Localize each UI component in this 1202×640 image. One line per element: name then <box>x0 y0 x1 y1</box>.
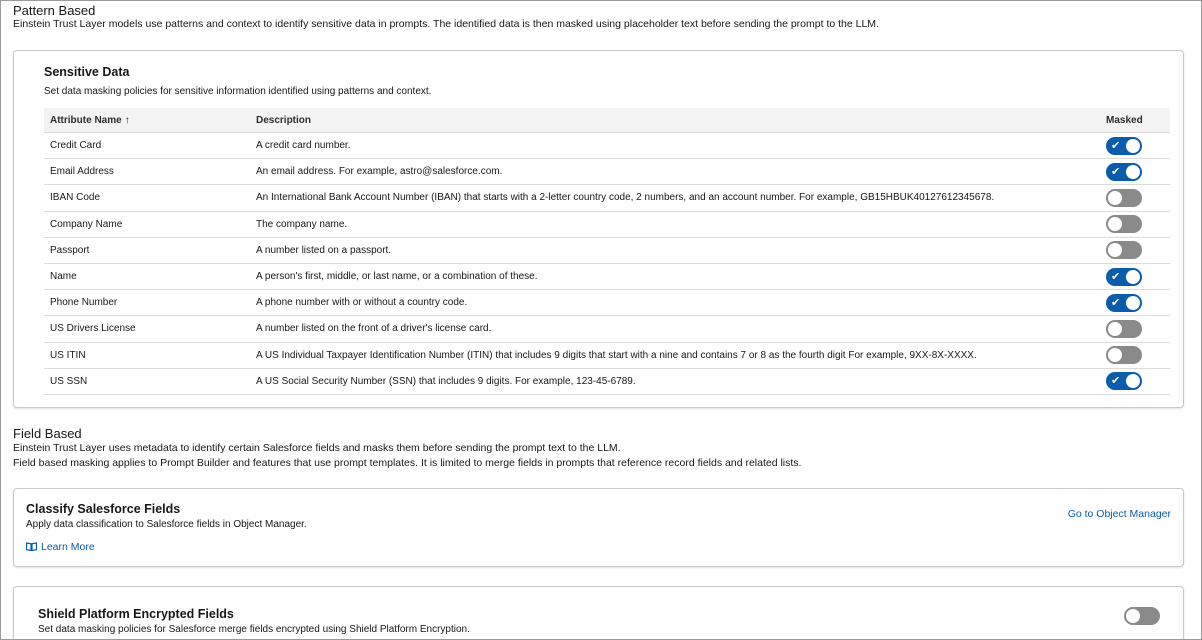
toggle-knob <box>1126 609 1140 623</box>
attribute-name-cell: Email Address <box>44 159 250 185</box>
sensitive-data-rows <box>44 133 1170 395</box>
attribute-name-cell: Name <box>44 263 250 289</box>
masked-cell <box>1100 211 1170 237</box>
masked-cell <box>1100 368 1170 394</box>
field-based-description-line1: Einstein Trust Layer uses metadata to identify certain Salesforce fields and masks them before sending the prompt text to the LLM. <box>13 442 621 454</box>
shield-fields-mask-toggle[interactable] <box>1124 607 1160 625</box>
sensitive-data-table <box>44 108 1170 395</box>
description-cell: A person's first, middle, or last name, or a combination of these. <box>250 263 1100 289</box>
masked-cell <box>1100 342 1170 368</box>
shield-fields-title: Shield Platform Encrypted Fields <box>38 607 234 621</box>
check-icon: ✔ <box>1111 269 1121 283</box>
pattern-based-title: Pattern Based <box>13 3 96 18</box>
table-row <box>44 185 1170 211</box>
go-to-object-manager-link[interactable]: Go to Object Manager <box>1067 508 1171 520</box>
classify-fields-card <box>13 488 1184 567</box>
masked-header: Masked <box>1100 108 1170 133</box>
attribute-name-header[interactable] <box>44 108 250 133</box>
table-row <box>44 316 1170 342</box>
mask-toggle[interactable] <box>1106 189 1142 207</box>
check-icon: ✔ <box>1111 164 1121 178</box>
book-icon <box>26 542 37 551</box>
description-cell: A US Social Security Number (SSN) that includes 9 digits. For example, 123-45-6789. <box>250 368 1100 394</box>
description-cell: An email address. For example, astro@salesforce.com. <box>250 159 1100 185</box>
toggle-knob <box>1108 348 1122 362</box>
check-icon: ✔ <box>1111 374 1121 388</box>
classify-fields-description: Apply data classification to Salesforce fields in Object Manager. <box>26 519 307 530</box>
table-row <box>44 342 1170 368</box>
attribute-name-cell: Passport <box>44 237 250 263</box>
attribute-name-header-label: Attribute Name <box>50 114 122 126</box>
shield-fields-description: Set data masking policies for Salesforce merge fields encrypted using Shield Platform Encryption. <box>38 624 470 635</box>
toggle-knob <box>1126 374 1140 388</box>
table-row <box>44 211 1170 237</box>
attribute-name-cell: US ITIN <box>44 342 250 368</box>
toggle-knob <box>1108 243 1122 257</box>
toggle-knob <box>1108 217 1122 231</box>
masked-cell <box>1100 159 1170 185</box>
table-row <box>44 263 1170 289</box>
table-row <box>44 159 1170 185</box>
mask-toggle[interactable] <box>1106 268 1142 286</box>
attribute-name-cell: Credit Card <box>44 133 250 159</box>
toggle-knob <box>1126 296 1140 310</box>
description-cell: A number listed on the front of a driver's license card. <box>250 316 1100 342</box>
attribute-name-cell: US SSN <box>44 368 250 394</box>
masked-cell <box>1100 263 1170 289</box>
toggle-knob <box>1108 191 1122 205</box>
masked-cell <box>1100 185 1170 211</box>
classify-fields-title: Classify Salesforce Fields <box>26 502 181 516</box>
mask-toggle[interactable] <box>1106 215 1142 233</box>
sensitive-data-description: Set data masking policies for sensitive information identified using patterns and context. <box>44 86 432 97</box>
description-cell: An International Bank Account Number (IBAN) that starts with a 2-letter country code, 2 numbers, and an account number. For example, GB15HBUK40127612345678. <box>250 185 1100 211</box>
sort-ascending-icon[interactable]: ↑ <box>124 114 130 126</box>
table-header-row <box>44 108 1170 133</box>
mask-toggle[interactable] <box>1106 137 1142 155</box>
pattern-based-description: Einstein Trust Layer models use patterns and context to identify sensitive data in prompts. The identified data is then masked using placeholder text before sending the prompt to the LLM. <box>13 18 879 30</box>
mask-toggle[interactable] <box>1106 320 1142 338</box>
mask-toggle[interactable] <box>1106 346 1142 364</box>
table-row <box>44 290 1170 316</box>
field-based-description-line2: Field based masking applies to Prompt Builder and features that use prompt templates. It is limited to merge fields in prompts that reference record fields and related lists. <box>13 457 802 469</box>
description-cell: A number listed on a passport. <box>250 237 1100 263</box>
field-based-title: Field Based <box>13 426 82 441</box>
masked-cell <box>1100 290 1170 316</box>
check-icon: ✔ <box>1111 138 1121 152</box>
toggle-knob <box>1108 322 1122 336</box>
masked-cell <box>1100 133 1170 159</box>
check-icon: ✔ <box>1111 295 1121 309</box>
mask-toggle[interactable] <box>1106 372 1142 390</box>
description-cell: The company name. <box>250 211 1100 237</box>
table-row <box>44 133 1170 159</box>
description-cell: A credit card number. <box>250 133 1100 159</box>
description-header: Description <box>250 108 1100 133</box>
masked-cell <box>1100 316 1170 342</box>
learn-more-link[interactable] <box>26 537 95 555</box>
mask-toggle[interactable] <box>1106 294 1142 312</box>
mask-toggle[interactable] <box>1106 163 1142 181</box>
toggle-knob <box>1126 165 1140 179</box>
sensitive-data-title: Sensitive Data <box>44 65 130 79</box>
attribute-name-cell: Company Name <box>44 211 250 237</box>
attribute-name-cell: IBAN Code <box>44 185 250 211</box>
attribute-name-cell: Phone Number <box>44 290 250 316</box>
mask-toggle[interactable] <box>1106 241 1142 259</box>
toggle-knob <box>1126 139 1140 153</box>
shield-fields-card <box>13 586 1184 640</box>
attribute-name-cell: US Drivers License <box>44 316 250 342</box>
description-cell: A phone number with or without a country code. <box>250 290 1100 316</box>
learn-more-label[interactable]: Learn More <box>41 541 95 553</box>
description-cell: A US Individual Taxpayer Identification Number (ITIN) that includes 9 digits that start with a nine and contains 7 or 8 as the fourth digit For example, 9XX-8X-XXXX. <box>250 342 1100 368</box>
table-row <box>44 368 1170 394</box>
sensitive-data-card <box>13 50 1184 408</box>
table-row <box>44 237 1170 263</box>
masked-cell <box>1100 237 1170 263</box>
toggle-knob <box>1126 270 1140 284</box>
